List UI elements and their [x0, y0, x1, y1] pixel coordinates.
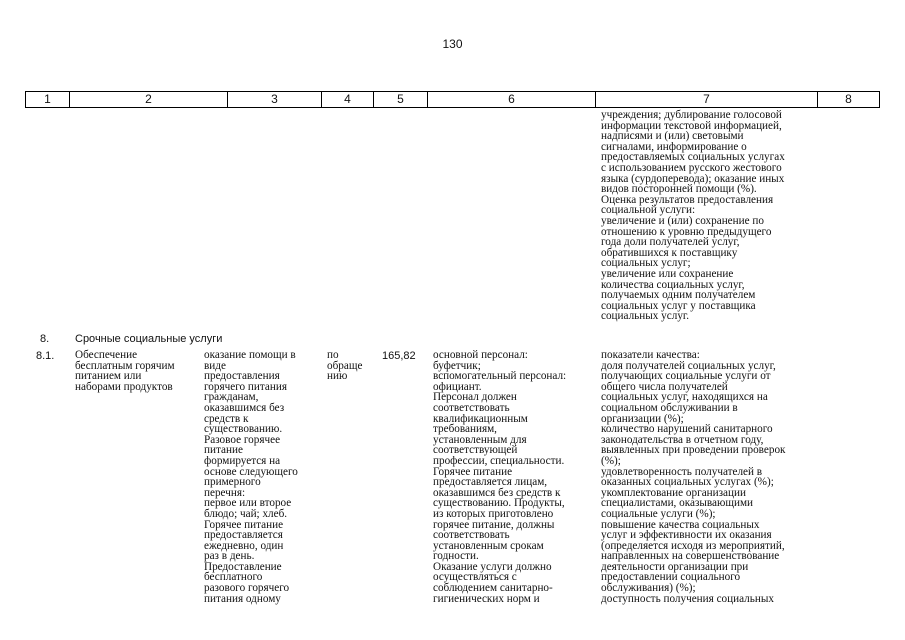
text-line: ежедневно, один	[204, 539, 284, 552]
text-line: Предоставление	[204, 560, 282, 573]
text-line: удовлетворенность получателей в	[601, 465, 763, 478]
text-line: бесплатного	[204, 571, 263, 584]
text-line: питания одному	[204, 592, 281, 605]
text-line: соответствующей	[433, 444, 518, 457]
text-line: предоставляемых социальных услугах	[601, 151, 785, 164]
text-line: бесплатным горячим	[75, 359, 175, 372]
text-line: наборами продуктов	[75, 380, 173, 393]
page-number: 130	[442, 37, 463, 51]
text-line: показатели качества:	[601, 349, 700, 361]
text-line: профессии, специальности.	[433, 454, 565, 467]
text-line: установленным срокам	[433, 539, 544, 552]
text-line: повышение качества социальных	[601, 518, 760, 531]
text-line: раз в день.	[204, 550, 255, 563]
text-line: блюдо; чай; хлеб.	[204, 507, 288, 520]
text-line: информации текстовой информацией,	[601, 119, 782, 132]
text-line: осуществляться с	[433, 571, 517, 584]
text-line: существованию. Продукты,	[433, 497, 565, 510]
text-line: обраще	[327, 359, 363, 372]
service-name-cell	[75, 350, 175, 392]
text-line: обратившихся к поставщику	[601, 246, 738, 259]
text-line: из которых приготовлено	[433, 507, 554, 520]
text-line: доля получателей социальных услуг,	[601, 359, 776, 372]
text-line: горячего питания	[204, 380, 288, 393]
text-line: соблюдением санитарно-	[433, 582, 553, 595]
text-line: года доли получателей услуг,	[601, 236, 740, 249]
text-line: увеличение и (или) сохранение по	[601, 214, 764, 227]
text-line: выявленных при проведении проверок	[601, 444, 786, 457]
text-line: предоставляется лицам,	[433, 476, 548, 489]
text-line: основной персонал:	[433, 349, 528, 361]
text-line: организации (%);	[601, 412, 684, 425]
text-line: специалистами, оказывающими	[601, 497, 754, 510]
column-header-3: 3	[228, 92, 322, 107]
column-header-7: 7	[596, 92, 818, 107]
text-line: гигиенических норм и	[433, 592, 540, 605]
text-line: социальном обслуживании в	[601, 401, 738, 414]
text-line: (определяется исходя из мероприятий,	[601, 539, 785, 552]
column-header-6: 6	[428, 92, 596, 107]
column-header-2: 2	[70, 92, 228, 107]
text-line: по	[327, 349, 339, 361]
text-line: предоставления	[204, 370, 280, 383]
column-header-row	[25, 91, 880, 108]
text-line: социальных услуг у поставщика	[601, 299, 756, 312]
text-line: существованию.	[204, 423, 283, 436]
text-line: социальных услуг, находящихся на	[601, 391, 768, 404]
text-line: Разовое горячее	[204, 433, 281, 446]
text-line: Горячее питание	[433, 465, 513, 478]
row-number: 8.1.	[36, 350, 55, 362]
text-line: буфетчик;	[433, 359, 481, 372]
text-line: сигналами, информирование о	[601, 140, 747, 153]
text-line: Горячее питание	[204, 518, 284, 531]
text-line: перечня:	[204, 486, 246, 499]
text-line: укомплектование организации	[601, 486, 746, 499]
column-header-5: 5	[374, 92, 428, 107]
text-line: отношению к уровню предыдущего	[601, 225, 772, 238]
text-line: питанием или	[75, 370, 142, 383]
text-line: учреждения; дублирование голосовой	[601, 109, 782, 121]
text-line: социальной услуги:	[601, 204, 696, 217]
text-line: требованиям,	[433, 423, 497, 436]
text-line: надписями и (или) световыми	[601, 130, 744, 143]
continued-column-7	[601, 110, 785, 322]
text-line: социальных услуг;	[601, 257, 691, 270]
text-line: видов посторонней помощи (%).	[601, 183, 757, 196]
text-line: горячее питание, должны	[433, 518, 555, 531]
text-line: законодательства в отчетном году,	[601, 433, 764, 446]
text-line: годности.	[433, 550, 479, 563]
text-line: Персонал должен	[433, 391, 517, 404]
service-description-cell	[204, 350, 298, 604]
text-line: предоставлении социального	[601, 571, 741, 584]
text-line: соответствовать	[433, 401, 510, 414]
section-number: 8.	[40, 333, 50, 345]
text-line: Обеспечение	[75, 349, 138, 361]
text-line: примерного	[204, 476, 261, 489]
column-header-8: 8	[845, 92, 852, 106]
text-line: с использованием русского жестового	[601, 161, 782, 174]
text-line: Оценка результатов предоставления	[601, 193, 774, 206]
text-line: оказание помощи в	[204, 349, 296, 361]
text-line: оказавшимся без средств к	[433, 486, 561, 499]
text-line: социальных услуг.	[601, 310, 690, 323]
column-header-4: 4	[322, 92, 374, 107]
text-line: увеличение или сохранение	[601, 267, 734, 280]
text-line: квалификационным	[433, 412, 528, 425]
text-line: (%);	[601, 454, 621, 467]
text-line: оказавшимся без	[204, 401, 285, 414]
text-line: получающих социальные услуги от	[601, 370, 771, 383]
text-line: получаемых одним получателем	[601, 289, 756, 302]
text-line: обслуживания) (%);	[601, 582, 696, 595]
text-line: социальные услуги (%);	[601, 507, 716, 520]
text-line: направленных на совершенствование	[601, 550, 780, 563]
text-line: официант.	[433, 380, 482, 393]
text-line: первое или второе	[204, 497, 292, 510]
text-line: основе следующего	[204, 465, 298, 478]
section-title: Срочные социальные услуги	[75, 333, 223, 345]
text-line: количество нарушений санитарного	[601, 423, 773, 436]
text-line: оказанных социальных услугах (%);	[601, 476, 774, 489]
text-line: формируется на	[204, 454, 281, 467]
text-line: нию	[327, 370, 348, 383]
service-terms-cell	[327, 350, 362, 382]
text-line: количества социальных услуг,	[601, 278, 745, 291]
text-line: разового горячего	[204, 582, 290, 595]
quality-indicators-cell	[601, 350, 785, 604]
text-line: общего числа получателей	[601, 380, 728, 393]
text-line: виде	[204, 359, 226, 372]
tariff-cell: 165,82	[382, 350, 416, 362]
text-line: услуг и эффективности их оказания	[601, 529, 772, 542]
text-line: деятельности организации при	[601, 560, 749, 573]
text-line: доступность получения социальных	[601, 592, 774, 605]
text-line: гражданам,	[204, 391, 259, 404]
text-line: питание	[204, 444, 243, 457]
text-line: установленным для	[433, 433, 527, 446]
staffing-requirements-cell	[433, 350, 566, 604]
text-line: соответствовать	[433, 529, 510, 542]
text-line: средств к	[204, 412, 249, 425]
text-line: языка (сурдоперевода); оказание иных	[601, 172, 785, 185]
text-line: Оказание услуги должно	[433, 560, 552, 573]
column-header-1: 1	[26, 92, 70, 107]
text-line: вспомогательный персонал:	[433, 370, 567, 383]
text-line: предоставляется	[204, 529, 283, 542]
